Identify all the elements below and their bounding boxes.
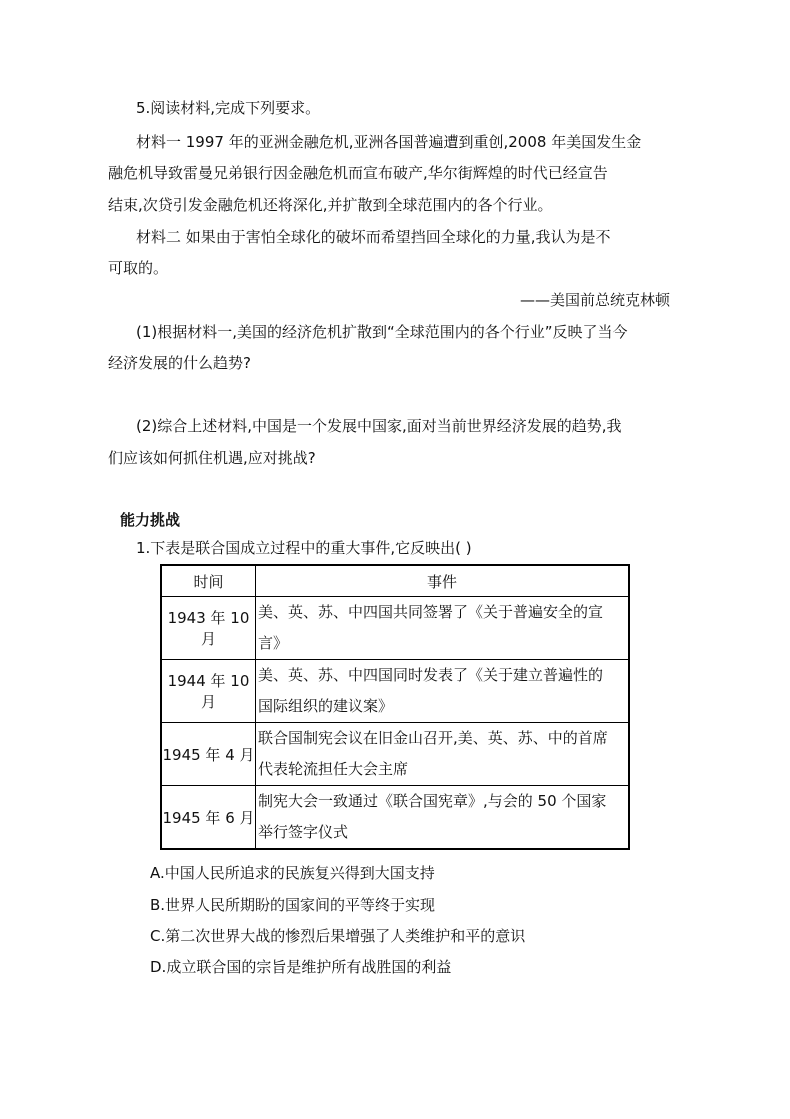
row-event-line: 美、英、苏、中四国同时发表了《关于建立普遍性的 xyxy=(258,666,604,684)
option-d: D.成立联合国的宗旨是维护所有战胜国的利益 xyxy=(150,958,452,976)
row-event xyxy=(256,597,630,660)
material-2-source: ——美国前总统克林顿 xyxy=(519,291,670,309)
option-a: A.中国人民所追求的民族复兴得到大国支持 xyxy=(150,864,435,882)
question-1-stem: 1.下表是联合国成立过程中的重大事件,它反映出( ) xyxy=(136,539,472,557)
table-row xyxy=(161,786,629,850)
row-event-line: 言》 xyxy=(258,634,289,652)
table-row xyxy=(161,660,629,723)
material-2-line-1: 材料二 如果由于害怕全球化的破坏而希望挡回全球化的力量,我认为是不 xyxy=(136,228,611,246)
row-event xyxy=(256,660,630,723)
row-event-line: 美、英、苏、中四国共同签署了《关于普遍安全的宣 xyxy=(258,603,604,621)
sub-question-2-line-2: 们应该如何抓住机遇,应对挑战? xyxy=(108,449,316,467)
row-event-line: 代表轮流担任大会主席 xyxy=(258,760,409,778)
column-header-event: 事件 xyxy=(256,565,630,597)
row-event-line: 国际组织的建议案》 xyxy=(258,697,394,715)
column-header-time: 时间 xyxy=(161,565,256,597)
option-b: B.世界人民所期盼的国家间的平等终于实现 xyxy=(150,896,436,914)
material-1-line-3: 结束,次贷引发金融危机还将深化,并扩散到全球范围内的各个行业。 xyxy=(108,196,553,214)
sub-question-1-line-1: (1)根据材料一,美国的经济危机扩散到“全球范围内的各个行业”反映了当今 xyxy=(136,323,628,341)
table-row xyxy=(161,723,629,786)
row-event-line: 制宪大会一致通过《联合国宪章》,与会的 50 个国家 xyxy=(258,792,607,810)
question-5-stem: 5.阅读材料,完成下列要求。 xyxy=(136,99,321,117)
row-time: 1943 年 10 月 xyxy=(161,597,256,660)
row-time: 1945 年 4 月 xyxy=(161,723,256,786)
material-1-line-1: 材料一 1997 年的亚洲金融危机,亚洲各国普遍遭到重创,2008 年美国发生金 xyxy=(136,133,642,151)
option-c: C.第二次世界大战的惨烈后果增强了人类维护和平的意识 xyxy=(150,927,526,945)
row-time: 1944 年 10 月 xyxy=(161,660,256,723)
row-event-line: 举行签字仪式 xyxy=(258,823,349,841)
table-row xyxy=(161,597,629,660)
row-time: 1945 年 6 月 xyxy=(161,786,256,850)
material-2-line-2: 可取的。 xyxy=(108,259,169,277)
table-header-row xyxy=(161,565,629,597)
row-event xyxy=(256,786,630,850)
material-1-line-2: 融危机导致雷曼兄弟银行因金融危机而宣布破产,华尔街辉煌的时代已经宣告 xyxy=(108,164,608,182)
section-title: 能力挑战 xyxy=(120,511,181,529)
row-event xyxy=(256,723,630,786)
sub-question-2-line-1: (2)综合上述材料,中国是一个发展中国家,面对当前世界经济发展的趋势,我 xyxy=(136,417,622,435)
sub-question-1-line-2: 经济发展的什么趋势? xyxy=(108,354,251,372)
events-table xyxy=(160,564,630,850)
row-event-line: 联合国制宪会议在旧金山召开,美、英、苏、中的首席 xyxy=(258,729,608,747)
